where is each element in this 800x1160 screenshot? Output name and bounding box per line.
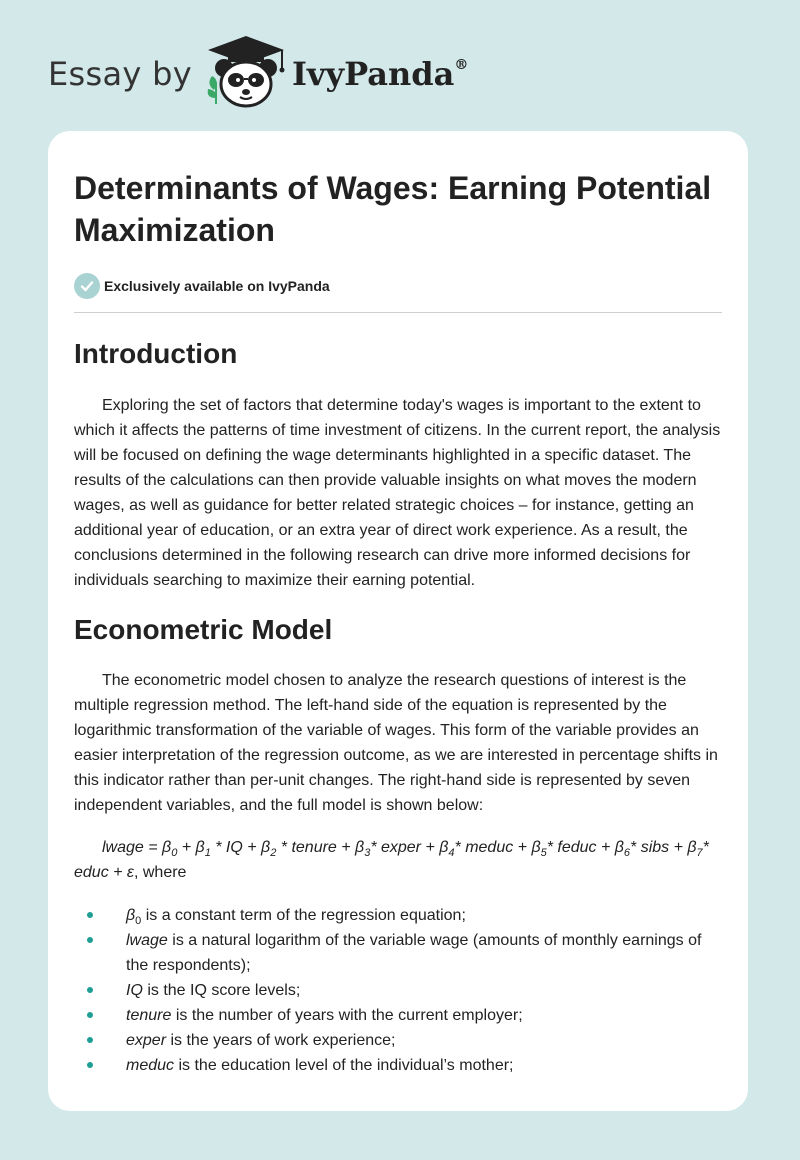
essay-by-label: Essay by <box>48 55 192 93</box>
bullet-icon <box>87 912 93 918</box>
panda-icon <box>204 34 288 110</box>
check-icon <box>74 273 100 299</box>
section-heading-econometric-model: Econometric Model <box>74 614 333 645</box>
bullet-icon <box>87 937 93 943</box>
section-heading-introduction: Introduction <box>74 338 238 369</box>
exclusive-label: Exclusively available on IvyPanda <box>104 278 330 294</box>
essay-title: Determinants of Wages: Earning Potential Maximization <box>74 170 712 248</box>
variable-list <box>74 903 722 1078</box>
list-item: lwage is a natural logarithm of the variable wage (amounts of monthly earnings of the respondents); <box>74 928 722 978</box>
exclusive-badge <box>74 273 722 299</box>
introduction-paragraph: Exploring the set of factors that determine today's wages is important to the extent to which it affects the patterns of time investment of citizens. In the current report, the analysis will be focused on defining the wage determinants highlighted in a specific dataset. The results of the calculations can then provide valuable insights on what moves the modern wages, as well as guidance for better related strategic choices – for instance, getting an additional year of education, or an extra year of direct work experience. As a result, the conclusions determined in the following research can drive more informed decisions for individuals searching to maximize their earning potential. <box>74 397 721 589</box>
brand-name[interactable]: IvyPanda® <box>291 55 469 93</box>
essay-card <box>48 131 748 1111</box>
divider <box>74 312 722 313</box>
bullet-icon <box>87 1037 93 1043</box>
list-item: meduc is the education level of the individual’s mother; <box>74 1053 722 1078</box>
list-item: $\beta_0$ is a constant term of the regression equation; <box>74 903 722 928</box>
bullet-icon <box>87 1012 93 1018</box>
list-item: IQ is the IQ score levels; <box>74 978 722 1003</box>
list-item: exper is the years of work experience; <box>74 1028 722 1053</box>
list-item: tenure is the number of years with the current employer; <box>74 1003 722 1028</box>
bullet-icon <box>87 1062 93 1068</box>
site-header <box>48 36 752 112</box>
bullet-icon <box>87 987 93 993</box>
ivypanda-logo[interactable] <box>204 34 288 115</box>
econometric-model-paragraph: The econometric model chosen to analyze the research questions of interest is the multiple regression method. The left-hand side of the equation is represented by the logarithmic transformation of the variable of wages. This form of the variable provides an easier interpretation of the regression outcome, as we are interested in percentage shifts in this indicator rather than per-unit changes. The right-hand side is represented by seven independent variables, and the full model is shown below: <box>74 672 718 814</box>
regression-equation: lwage = $\beta_0 + \beta_1$ * IQ + $\beta_2$ * tenure + $\beta_3*$ exper + $\beta_4*$ meduc + $\beta_5*$ feduc + $\beta_6*$ sibs + $\beta_7*$ educ + ε, where <box>74 839 709 881</box>
